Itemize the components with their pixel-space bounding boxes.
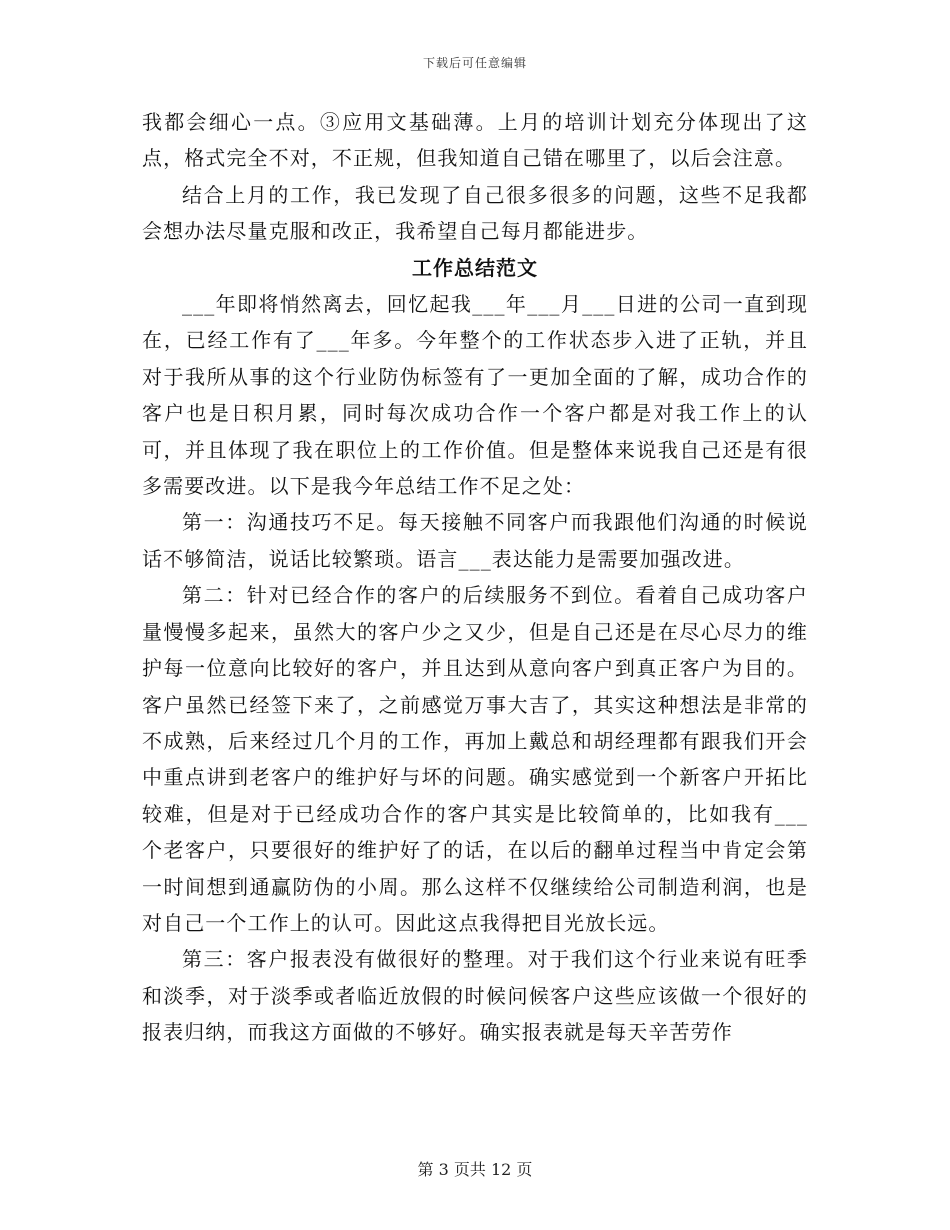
page-footer: 第 3 页共 12 页	[417, 1160, 533, 1179]
paragraph-point-2: 第二：针对已经合作的客户的后续服务不到位。看着自己成功客户量慢慢多起来，虽然大的客户少之又少，但是自己还是在尽心尽力的维护每一位意向比较好的客户，并且达到从意向客户到真正客户为目的。客户虽然已经签下来了，之前感觉万事大吉了，其实这种想法是非常的不成熟，后来经过几个月的工作，再加上戴总和胡经理都有跟我们开会中重点讲到老客户的维护好与坏的问题。确实感觉到一个新客户开拓比较难，但是对于已经成功合作的客户其实是比较简单的，比如我有___个老客户，只要很好的维护好了的话，在以后的翻单过程当中肯定会第一时间想到通赢防伪的小周。那么这样不仅继续给公司制造利润，也是对自己一个工作上的认可。因此这点我得把目光放长远。	[142, 583, 808, 935]
document-body	[142, 104, 808, 1051]
paragraph-point-3: 第三：客户报表没有做很好的整理。对于我们这个行业来说有旺季和淡季，对于淡季或者临近放假的时候问候客户这些应该做一个很好的报表归纳，而我这方面做的不够好。确实报表就是每天辛苦劳作	[142, 947, 808, 1045]
paragraph-conclusion: 结合上月的工作，我已发现了自己很多很多的问题，这些不足我都会想办法尽量克服和改正，我希望自己每月都能进步。	[142, 182, 808, 244]
paragraph-intro: ___年即将悄然离去，回忆起我___年___月___日进的公司一直到现在，已经工作有了___年多。今年整个的工作状态步入进了正轨，并且对于我所从事的这个行业防伪标签有了一更加全面的了解，成功合作的客户也是日积月累，同时每次成功合作一个客户都是对我工作上的认可，并且体现了我在职位上的工作价值。但是整体来说我自己还是有很多需要改进。以下是我今年总结工作不足之处：	[142, 292, 808, 499]
section-title: 工作总结范文	[412, 255, 538, 280]
paragraph-continuation: 我都会细心一点。③应用文基础薄。上月的培训计划充分体现出了这点，格式完全不对，不正规，但我知道自己错在哪里了，以后会注意。	[142, 110, 808, 171]
page-header: 下载后可任意编辑	[422, 56, 527, 70]
paragraph-point-1: 第一：沟通技巧不足。每天接触不同客户而我跟他们沟通的时候说话不够简洁，说话比较繁琐。语言___表达能力是需要加强改进。	[142, 510, 808, 571]
